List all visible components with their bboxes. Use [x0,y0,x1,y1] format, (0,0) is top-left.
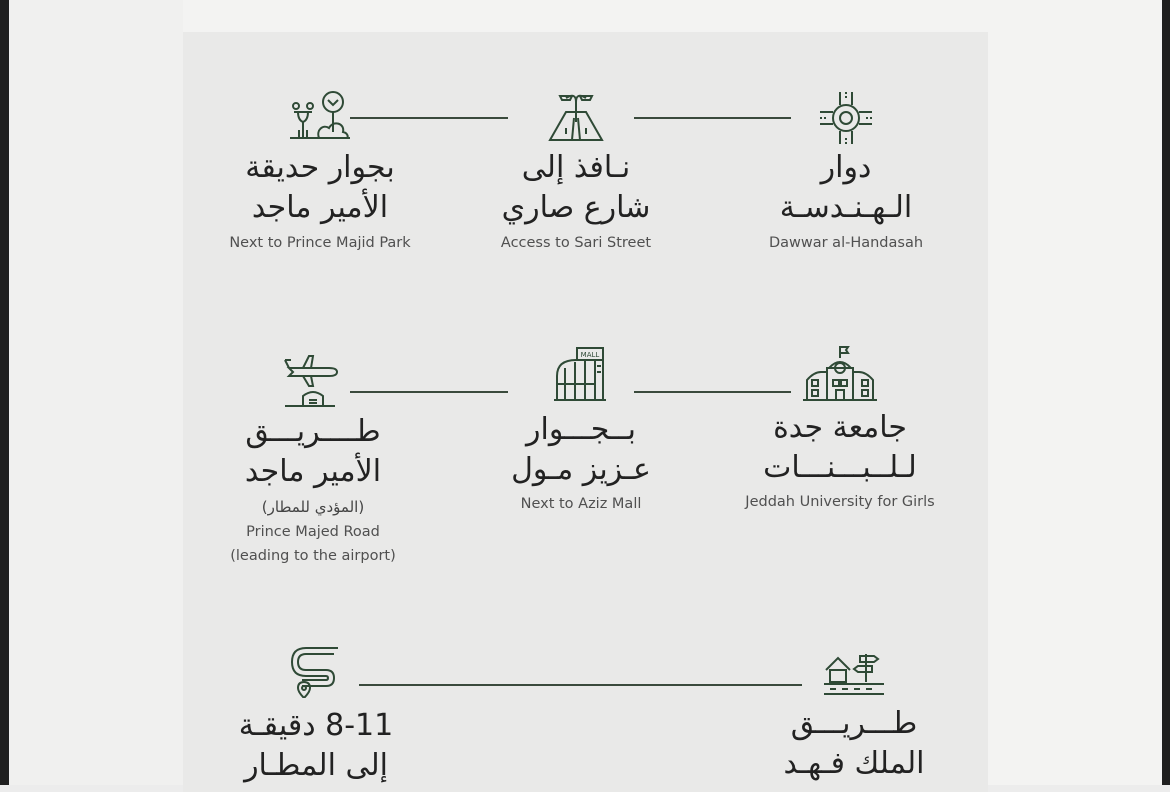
mall-icon [553,346,609,402]
arabic-title-line: دوار [820,150,872,185]
right-frame-bar [1162,0,1170,785]
university-icon [803,344,877,402]
english-caption: (leading to the airport) [230,548,396,564]
road-signpost-icon [822,650,886,696]
arabic-title-line: بجوار حديقة [245,150,395,185]
route-pin-icon [288,644,344,698]
arabic-title-line: الأمير ماجد [251,190,389,225]
arabic-title-line: الأمير ماجد [244,454,382,489]
arabic-title-line: الـهـنـدسـة [779,190,913,225]
feature-sari-street [456,88,696,255]
english-caption: Dawwar al-Handasah [768,235,924,251]
arabic-title-line: عـزيز مـول [511,452,651,487]
arabic-title-line: شارع صاري [501,190,651,225]
background-right [988,0,1162,785]
arabic-title-line: إلى المطـار [244,748,388,783]
english-caption: Next to Prince Majid Park [229,235,411,251]
arabic-title-line: نـافذ إلى [521,150,631,185]
left-frame-bar [0,0,9,785]
park-icon [288,88,352,142]
arabic-title-line: جامعة جدة [773,410,907,445]
mall-sign-label: MALL [580,351,600,359]
feature-jeddah-university-for-girls [720,344,960,514]
arabic-title-line: بــجـــوار [526,412,636,447]
english-caption: Prince Majed Road [246,524,380,540]
arabic-title-line: طــــريـــق [245,414,381,449]
english-caption: Next to Aziz Mall [520,496,642,512]
arabic-title-line: طـــريـــق [790,706,918,741]
feature-aziz-mall [461,346,701,516]
arabic-title-line: 8-11 دقيقـة [238,708,394,743]
airplane-icon [281,348,345,410]
arabic-title-line: لـلــبـــنـــات [763,450,917,485]
feature-prince-majed-road [193,348,433,568]
english-caption: Jeddah University for Girls [745,494,935,510]
arabic-note: (المؤدي للمطار) [261,498,365,516]
roundabout-icon [814,88,878,146]
feature-king-fahd-road [734,650,974,784]
background-left [9,0,183,785]
feature-dawwar-al-handasah [726,88,966,255]
arabic-title-line: الملك فـهـد [783,746,925,781]
feature-minutes-to-airport [196,644,436,786]
feature-prince-majid-park [200,88,440,255]
background-top [183,0,988,32]
english-caption: Access to Sari Street [500,235,652,251]
street-lamps-icon [544,88,608,144]
